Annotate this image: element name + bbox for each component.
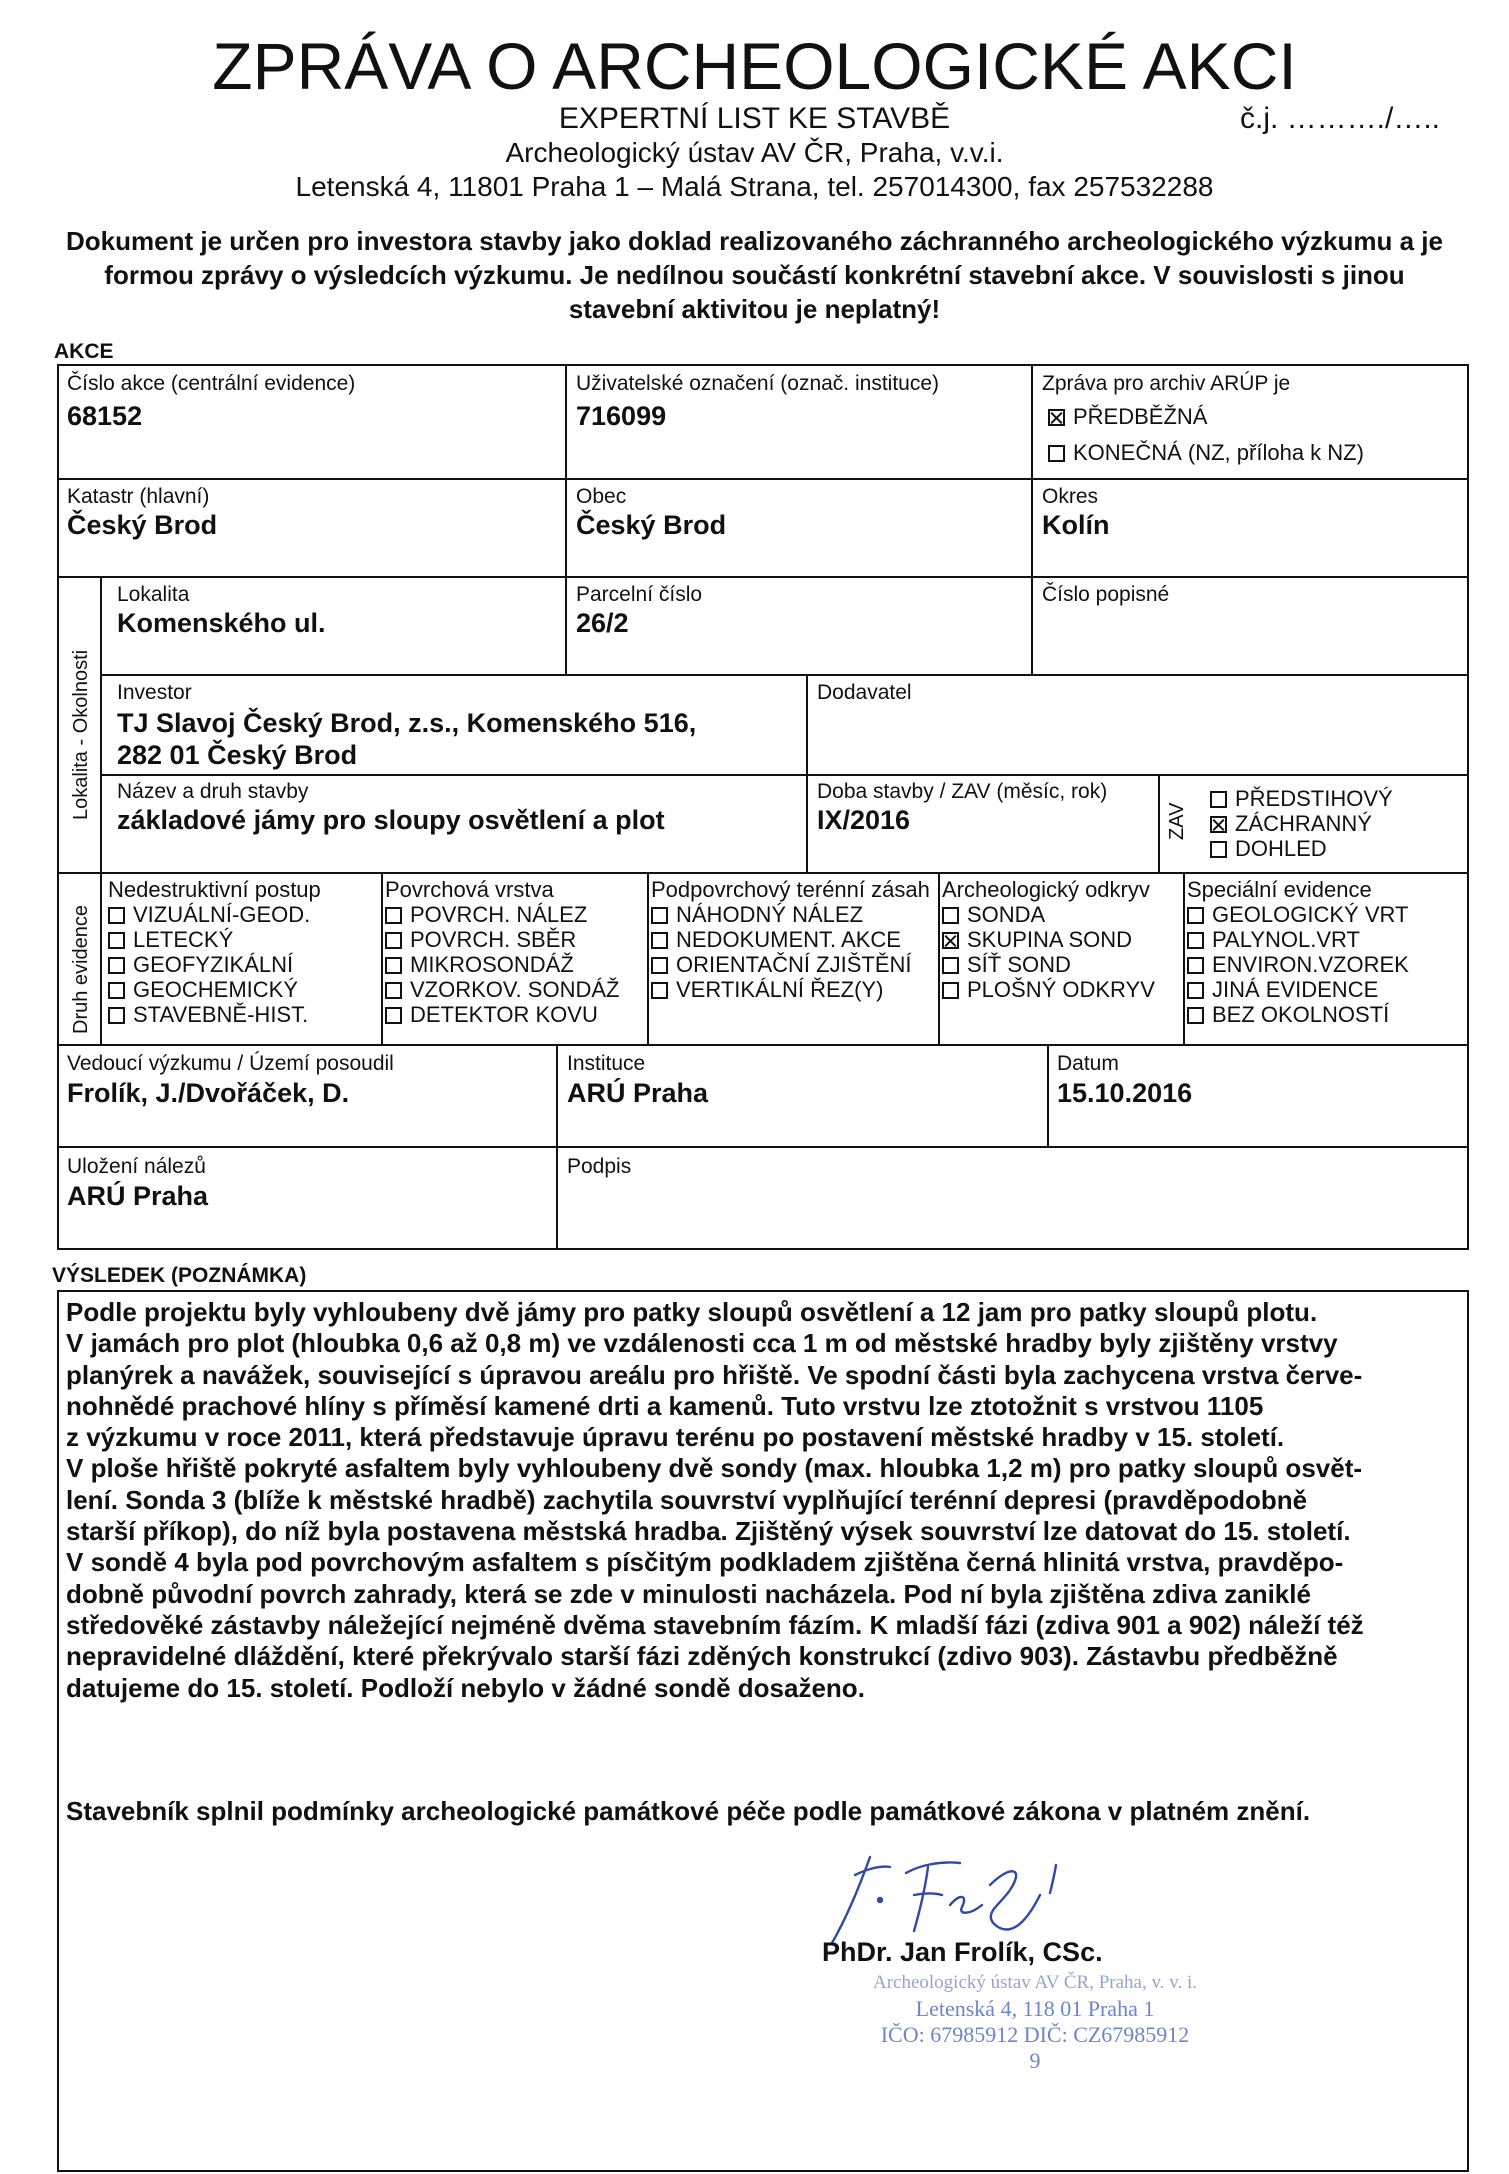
doba-stavby-value: IX/2016	[817, 805, 911, 835]
checkbox[interactable]	[1187, 932, 1204, 949]
column-title: Povrchová vrstva	[385, 877, 554, 902]
signer-name: PhDr. Jan Frolík, CSc.	[822, 1937, 1103, 1967]
evidence-option[interactable]	[942, 927, 1155, 952]
zav-side-label: ZAV	[1166, 802, 1188, 840]
checkbox[interactable]	[385, 932, 402, 949]
option-label: DOHLED	[1235, 836, 1327, 861]
evidence-option[interactable]	[385, 952, 619, 977]
evidence-option[interactable]	[1187, 952, 1409, 977]
lokalita-side-label: Lokalita - Okolnosti	[70, 649, 92, 820]
checkbox-checked[interactable]	[1210, 816, 1227, 833]
option-label: KONEČNÁ (NZ, příloha k NZ)	[1073, 440, 1364, 465]
checkbox[interactable]	[651, 932, 668, 949]
datum-value: 15.10.2016	[1057, 1078, 1193, 1108]
obec-label: Obec	[576, 485, 627, 508]
parcelni-cislo-value: 26/2	[576, 608, 629, 638]
column-title: Speciální evidence	[1187, 877, 1372, 902]
result-line: V ploše hřiště pokryté asfaltem byly vyhloubeny dvě sondy (max. hloubka 1,2 m) pro patky sloupů osvět-	[66, 1453, 1363, 1484]
checkbox[interactable]	[942, 957, 959, 974]
dodavatel-label: Dodavatel	[817, 681, 912, 704]
option-label: PLOŠNÝ ODKRYV	[967, 977, 1155, 1002]
col-divider	[1031, 576, 1033, 674]
checkbox[interactable]	[1048, 445, 1065, 462]
zprava-option-predbezna[interactable]	[1048, 404, 1207, 429]
option-label: JINÁ EVIDENCE	[1212, 977, 1379, 1002]
closing-statement: Stavebník splnil podmínky archeologické památkové péče podle památkové zákona v platném znění.	[66, 1796, 1311, 1826]
option-label: GEOCHEMICKÝ	[133, 977, 299, 1002]
row-divider	[57, 872, 1469, 874]
evidence-column-povrchova	[385, 877, 619, 1027]
intro-notice: Dokument je určen pro investora stavby jako doklad realizovaného záchranného archeologického výzkumu a je formou zprávy o výsledcích výzkumu. Je nedílnou součástí konkrétní stavební akce. V souvislosti s jinou stavební aktivitou je neplatný!	[66, 226, 1443, 324]
evidence-option[interactable]	[1187, 902, 1409, 927]
checkbox[interactable]	[1210, 791, 1227, 808]
evidence-column-nedestruktivni	[108, 877, 321, 1027]
col-divider	[381, 872, 383, 1044]
col-divider	[565, 576, 567, 674]
col-divider	[1158, 774, 1160, 872]
lokalita-value: Komenského ul.	[117, 608, 326, 638]
checkbox[interactable]	[651, 957, 668, 974]
option-label: SKUPINA SOND	[967, 927, 1133, 952]
option-label: PALYNOL.VRT	[1212, 927, 1360, 952]
section-label-vysledek: VÝSLEDEK (POZNÁMKA)	[52, 1264, 307, 1287]
institution-stamp	[850, 1970, 1220, 2074]
evidence-option[interactable]	[651, 902, 930, 927]
uzivatelske-oznaceni-label: Uživatelské označení (označ. instituce)	[576, 372, 939, 395]
option-label: SONDA	[967, 902, 1046, 927]
stamp-line: Letenská 4, 118 01 Praha 1	[915, 1996, 1155, 2021]
result-line: lení. Sonda 3 (blíže k městské hradbě) zachytila souvrství vyplňující terénní depresi (pravděpodobně	[66, 1484, 1308, 1515]
section-label-akce: AKCE	[54, 340, 114, 363]
evidence-option[interactable]	[108, 927, 321, 952]
row-divider	[57, 1044, 1469, 1046]
evidence-option[interactable]	[385, 977, 619, 1002]
option-label: POVRCH. SBĚR	[410, 927, 577, 952]
result-line: V jamách pro plot (hloubka 0,6 až 0,8 m) ve vzdálenosti cca 1 m od městské hradby byly zjištěny vrstvy	[66, 1328, 1338, 1359]
evidence-column-odkryv	[942, 877, 1155, 1002]
option-label: VERTIKÁLNÍ ŘEZ(Y)	[676, 977, 884, 1002]
checkbox[interactable]	[1210, 841, 1227, 858]
col-divider	[1031, 364, 1033, 576]
evidence-option[interactable]	[108, 977, 321, 1002]
option-label: PŘEDBĚŽNÁ	[1073, 404, 1208, 429]
option-label: BEZ OKOLNOSTÍ	[1212, 1002, 1390, 1027]
investor-label: Investor	[117, 681, 192, 704]
option-label: ORIENTAČNÍ ZJIŠTĚNÍ	[676, 952, 912, 977]
cislo-popisne-label: Číslo popisné	[1042, 583, 1170, 606]
nazev-stavby-value: základové jámy pro sloupy osvětlení a plot	[117, 805, 665, 835]
checkbox-checked[interactable]	[942, 932, 959, 949]
checkbox[interactable]	[108, 907, 125, 924]
evidence-option[interactable]	[108, 952, 321, 977]
option-label: NÁHODNÝ NÁLEZ	[676, 902, 864, 927]
lokalita-label: Lokalita	[117, 583, 190, 606]
uzivatelske-oznaceni-value: 716099	[576, 401, 667, 431]
option-label: DETEKTOR KOVU	[410, 1002, 598, 1027]
page-subtitle: EXPERTNÍ LIST KE STAVBĚ	[558, 102, 951, 135]
instituce-value: ARÚ Praha	[567, 1078, 709, 1108]
evidence-option[interactable]	[651, 952, 930, 977]
option-label: ZÁCHRANNÝ	[1235, 811, 1372, 836]
evidence-option[interactable]	[1187, 977, 1409, 1002]
evidence-option[interactable]	[942, 952, 1155, 977]
checkbox[interactable]	[942, 982, 959, 999]
col-divider	[100, 872, 102, 1044]
row-divider	[57, 478, 1469, 480]
stamp-line: IČO: 67985912 DIČ: CZ67985912	[880, 2022, 1190, 2047]
okres-value: Kolín	[1042, 510, 1110, 540]
doba-stavby-label: Doba stavby / ZAV (měsíc, rok)	[817, 780, 1108, 803]
evidence-option[interactable]	[942, 902, 1155, 927]
institute-name: Archeologický ústav AV ČR, Praha, v.v.i.	[505, 137, 1004, 168]
checkbox[interactable]	[108, 957, 125, 974]
zprava-archiv-label: Zpráva pro archiv ARÚP je	[1042, 372, 1291, 395]
col-divider	[556, 1044, 558, 1250]
checkbox[interactable]	[651, 982, 668, 999]
col-divider	[647, 872, 649, 1044]
ulozeni-value: ARÚ Praha	[67, 1181, 209, 1211]
option-label: SÍŤ SOND	[967, 952, 1071, 977]
row-divider	[100, 774, 1469, 776]
nazev-stavby-label: Název a druh stavby	[117, 780, 309, 803]
checkbox[interactable]	[385, 1007, 402, 1024]
evidence-option[interactable]	[1187, 927, 1409, 952]
evidence-option[interactable]	[385, 902, 619, 927]
zav-option-dohled[interactable]	[1210, 836, 1327, 861]
option-label: PŘEDSTIHOVÝ	[1235, 786, 1393, 811]
checkbox[interactable]	[385, 982, 402, 999]
investor-value-line2: 282 01 Český Brod	[117, 740, 358, 770]
cislo-akce-value: 68152	[67, 401, 143, 431]
option-label: VIZUÁLNÍ-GEOD.	[133, 902, 311, 927]
checkbox[interactable]	[651, 907, 668, 924]
investor-value-line1: TJ Slavoj Český Brod, z.s., Komenského 516,	[117, 708, 697, 738]
evidence-option[interactable]	[1187, 1002, 1409, 1027]
zav-option-zachranny[interactable]	[1210, 811, 1372, 836]
evidence-option[interactable]	[108, 1002, 321, 1027]
column-title: Nedestruktivní postup	[108, 877, 321, 902]
evidence-column-podpovrchovy	[651, 877, 930, 1002]
result-line: planýrek a navážek, související s úpravou areálu pro hřiště. Ve spodní části byla zachycena vrstva červe-	[66, 1359, 1363, 1390]
result-line: dobně původní povrch zahrady, která se zde v minulosti nacházela. Pod ní byla zjištěna zdiva zaniklé	[66, 1578, 1311, 1609]
okres-label: Okres	[1042, 485, 1099, 508]
option-label: STAVEBNĚ-HIST.	[133, 1002, 309, 1027]
option-label: NEDOKUMENT. AKCE	[676, 927, 901, 952]
evidence-option[interactable]	[385, 927, 619, 952]
institute-address: Letenská 4, 11801 Praha 1 – Malá Strana, tel. 257014300, fax 257532288	[295, 171, 1214, 202]
obec-value: Český Brod	[576, 510, 727, 540]
col-divider	[1047, 1044, 1049, 1146]
option-label: LETECKÝ	[133, 927, 234, 952]
result-line: Podle projektu byly vyhloubeny dvě jámy pro patky sloupů osvětlení a 12 jam pro patky sloupů plotu.	[66, 1297, 1318, 1327]
checkbox[interactable]	[385, 907, 402, 924]
col-divider	[1183, 872, 1185, 1044]
row-divider	[57, 1146, 1469, 1148]
column-title: Archeologický odkryv	[942, 877, 1150, 902]
checkbox[interactable]	[942, 907, 959, 924]
checkbox[interactable]	[1187, 1007, 1204, 1024]
col-divider	[100, 576, 102, 872]
option-label: MIKROSONDÁŽ	[410, 952, 574, 977]
option-label: VZORKOV. SONDÁŽ	[410, 977, 620, 1002]
checkbox[interactable]	[1187, 982, 1204, 999]
checkbox[interactable]	[385, 957, 402, 974]
datum-label: Datum	[1057, 1052, 1119, 1075]
result-line: datujeme do 15. století. Podloží nebylo v žádné sondě dosaženo.	[66, 1672, 865, 1703]
col-divider	[806, 674, 808, 872]
vysledek-text	[66, 1297, 1462, 1704]
option-label: GEOLOGICKÝ VRT	[1212, 902, 1409, 927]
reference-number: č.j. ………./…..	[1240, 102, 1441, 135]
zprava-option-konecna[interactable]	[1048, 440, 1364, 465]
checkbox-checked[interactable]	[1048, 409, 1065, 426]
result-line: V sondě 4 byla pod povrchovým asfaltem s písčitým podkladem zjištěna černá hlinitá vrstva, pravděpo-	[66, 1547, 1344, 1578]
result-line: z výzkumu v roce 2011, která představuje úpravu terénu po postavení městské hradby v 15. století.	[66, 1422, 1285, 1453]
stamp-line: 9	[1029, 2048, 1041, 2073]
evidence-option[interactable]	[108, 902, 321, 927]
col-divider	[938, 872, 940, 1044]
instituce-label: Instituce	[567, 1052, 646, 1075]
parcelni-cislo-label: Parcelní číslo	[576, 583, 703, 606]
evidence-option[interactable]	[651, 977, 930, 1002]
evidence-option[interactable]	[651, 927, 930, 952]
vedouci-value: Frolík, J./Dvořáček, D.	[67, 1078, 350, 1108]
stamp-line: Archeologický ústav AV ČR, Praha, v. v. i.	[872, 1972, 1198, 1993]
checkbox[interactable]	[108, 932, 125, 949]
checkbox[interactable]	[1187, 907, 1204, 924]
evidence-column-specialni	[1187, 877, 1409, 1027]
evidence-side-label: Druh evidence	[70, 905, 92, 1034]
col-divider	[565, 364, 567, 576]
ulozeni-label: Uložení nálezů	[67, 1155, 206, 1178]
katastr-value: Český Brod	[67, 510, 218, 540]
option-label: POVRCH. NÁLEZ	[410, 902, 588, 927]
katastr-label: Katastr (hlavní)	[67, 485, 210, 508]
result-line: středověké zástavby náležející nejméně dvěma stavebním fázím. K mladší fázi (zdiva 901 a 902) náleží též	[66, 1609, 1364, 1640]
result-line: nohnědé prachové hlíny s příměsí kamené drti a kamenů. Tuto vrstvu lze ztotožnit s vrstvou 1105	[66, 1390, 1264, 1421]
checkbox[interactable]	[1187, 957, 1204, 974]
result-line: nepravidelné dláždění, které překrývalo starší fázi zděných konstrukcí (zdivo 903). Zástavbu předběžně	[66, 1641, 1338, 1672]
podpis-label: Podpis	[567, 1155, 632, 1178]
option-label: ENVIRON.VZOREK	[1212, 952, 1409, 977]
page-title: ZPRÁVA O ARCHEOLOGICKÉ AKCI	[212, 29, 1297, 103]
column-title: Podpovrchový terénní zásah	[651, 877, 930, 902]
row-divider	[100, 674, 1469, 676]
row-divider	[57, 576, 1469, 578]
cislo-akce-label: Číslo akce (centrální evidence)	[67, 372, 356, 395]
checkbox[interactable]	[108, 982, 125, 999]
option-label: GEOFYZIKÁLNÍ	[133, 952, 294, 977]
evidence-option[interactable]	[385, 1002, 619, 1027]
checkbox[interactable]	[108, 1007, 125, 1024]
evidence-option[interactable]	[942, 977, 1155, 1002]
vedouci-label: Vedoucí výzkumu / Území posoudil	[67, 1052, 394, 1075]
zav-option-predstihovy[interactable]	[1210, 786, 1393, 811]
result-line: starší příkop), do níž byla postavena městská hradba. Zjištěný výsek souvrství lze datovat do 15. století.	[66, 1516, 1351, 1547]
